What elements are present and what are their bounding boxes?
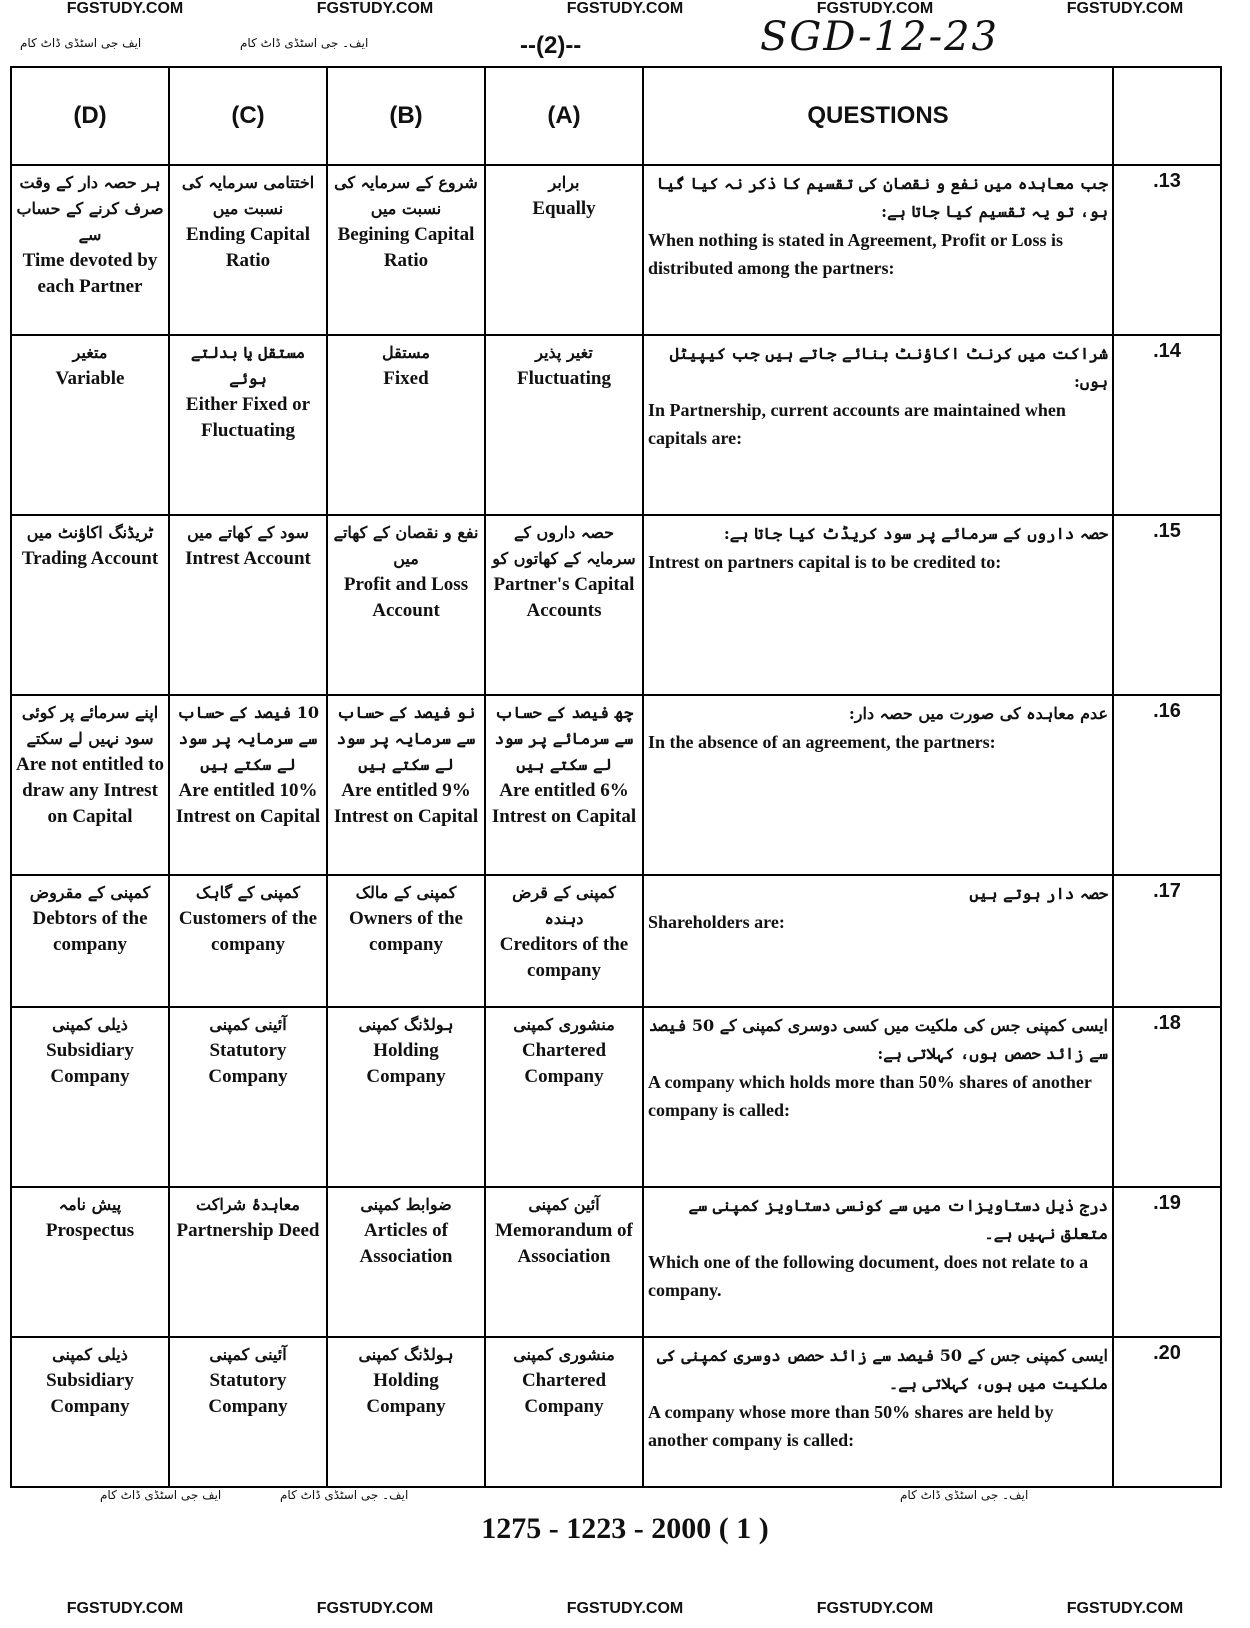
option-b (327, 165, 485, 335)
watermark-text: FGSTUDY.COM (816, 0, 934, 17)
option-english: Customers of the company (178, 908, 318, 955)
option-urdu: ٹریڈنگ اکاؤنٹ میں (26, 523, 154, 542)
option-urdu: مستقل (382, 343, 430, 362)
question-urdu: جب معاہدہ میں نفع و نقصان کی تقسیم کا ذکر نہ کیا گیا ہو، تو یہ تقسیم کیا جاتا ہے: (656, 174, 1108, 221)
option-english: Ending Capital Ratio (185, 224, 311, 271)
option-urdu: کمپنی کے گاہک (195, 883, 301, 902)
option-urdu: نفع و نقصان کے کھاتے میں (333, 523, 479, 568)
option-english: Creditors of the company (499, 934, 629, 981)
option-urdu: ہولڈنگ کمپنی (358, 1345, 454, 1364)
option-a (485, 1007, 643, 1187)
watermark-text: FGSTUDY.COM (66, 1600, 184, 1617)
question-text (643, 335, 1113, 515)
option-urdu: تغیر پذیر (535, 343, 593, 362)
option-english: Begining Capital Ratio (337, 224, 475, 271)
option-c (169, 515, 327, 695)
option-urdu: حصہ داروں کے سرمایہ کے کھاتوں کو (492, 523, 636, 568)
question-row-19 (11, 1187, 1221, 1337)
option-a (485, 335, 643, 515)
option-english: Subsidiary Company (46, 1040, 134, 1087)
option-a (485, 1187, 643, 1337)
watermark-text: FGSTUDY.COM (316, 0, 434, 17)
option-a (485, 1337, 643, 1487)
option-english: Debtors of the company (32, 908, 148, 955)
question-english: Which one of the following document, does not relate to a company. (648, 1252, 1089, 1300)
option-c (169, 1187, 327, 1337)
option-english: Chartered Company (521, 1370, 607, 1417)
option-urdu: مستقل یا بدلتے ہوئے (190, 343, 306, 388)
option-urdu: منشوری کمپنی (513, 1015, 615, 1034)
option-english: Variable (55, 368, 125, 389)
question-urdu: حصہ دار ہوتے ہیں (969, 884, 1108, 903)
option-urdu: کمپنی کے قرض دہندہ (512, 883, 616, 928)
option-b (327, 1337, 485, 1487)
option-b (327, 1187, 485, 1337)
option-c (169, 335, 327, 515)
option-english: Are not entitled to draw any Intrest on Capital (16, 754, 164, 827)
question-row-16 (11, 695, 1221, 875)
question-number: .20 (1113, 1337, 1221, 1487)
question-number: .14 (1113, 335, 1221, 515)
option-urdu: پیش نامہ (58, 1195, 122, 1214)
header-urdu-left: ایف جی اسٹڈی ڈاٹ کام (20, 36, 142, 50)
question-urdu: ایسی کمپنی جس کے 50 فیصد سے زائد حصص دوسری کمپنی کی ملکیت میں ہوں، کہلاتی ہے۔ (657, 1346, 1108, 1393)
option-urdu: آئین کمپنی (528, 1195, 600, 1214)
question-number: .15 (1113, 515, 1221, 695)
column-c-header: (C) (169, 67, 327, 165)
table-header-row (11, 67, 1221, 165)
option-urdu: ذیلی کمپنی (52, 1015, 128, 1034)
column-number-header (1113, 67, 1221, 165)
questions-table (10, 66, 1222, 1488)
option-english: Prospectus (45, 1220, 135, 1241)
question-number: .18 (1113, 1007, 1221, 1187)
option-d (11, 335, 169, 515)
watermark-text: FGSTUDY.COM (816, 1600, 934, 1617)
question-row-15 (11, 515, 1221, 695)
question-text (643, 1187, 1113, 1337)
question-english: When nothing is stated in Agreement, Profit or Loss is distributed among the partners: (648, 230, 1064, 278)
option-english: Chartered Company (521, 1040, 607, 1087)
question-row-17 (11, 875, 1221, 1007)
footer-urdu-right: ایف۔ جی اسٹڈی ڈاٹ کام (900, 1488, 1029, 1502)
footer-urdu-mid: ایف۔ جی اسٹڈی ڈاٹ کام (280, 1488, 409, 1502)
option-english: Partner's Capital Accounts (493, 574, 635, 621)
option-c (169, 695, 327, 875)
option-urdu: آئینی کمپنی (209, 1345, 287, 1364)
option-urdu: متغیر (72, 343, 108, 362)
option-urdu: کمپنی کے مالک (355, 883, 457, 902)
question-row-18 (11, 1007, 1221, 1187)
questions-body (11, 165, 1221, 1487)
option-english: Trading Account (21, 548, 159, 569)
question-number: .17 (1113, 875, 1221, 1007)
option-urdu: نو فیصد کے حساب سے سرمایہ پر سود لے سکتے ہیں (336, 703, 476, 774)
question-urdu: ایسی کمپنی جس کی ملکیت میں کسی دوسری کمپنی کے 50 فیصد سے زائد حصص ہوں، کہلاتی ہے: (648, 1016, 1108, 1063)
option-english: Either Fixed or Fluctuating (185, 394, 311, 441)
question-number: .19 (1113, 1187, 1221, 1337)
option-b (327, 875, 485, 1007)
option-c (169, 1337, 327, 1487)
option-english: Statutory Company (208, 1040, 288, 1087)
question-text (643, 875, 1113, 1007)
option-english: Holding Company (366, 1040, 446, 1087)
watermark-text: FGSTUDY.COM (316, 1600, 434, 1617)
option-d (11, 1007, 169, 1187)
question-text (643, 1337, 1113, 1487)
option-a (485, 165, 643, 335)
footer-paper-code: 1275 - 1223 - 2000 ( 1 ) (481, 1512, 769, 1545)
question-row-20 (11, 1337, 1221, 1487)
column-d-header: (D) (11, 67, 169, 165)
option-d (11, 875, 169, 1007)
option-english: Fixed (383, 368, 429, 389)
option-urdu: معاہدۂ شراکت (196, 1195, 300, 1214)
option-d (11, 515, 169, 695)
option-english: Are entitled 6% Intrest on Capital (491, 780, 637, 827)
option-b (327, 1007, 485, 1187)
paper-number: --(2)-- (520, 32, 582, 59)
option-c (169, 1007, 327, 1187)
question-english: In the absence of an agreement, the partners: (648, 732, 996, 752)
watermark-row-bottom (0, 1600, 1250, 1618)
option-b (327, 515, 485, 695)
option-english: Fluctuating (517, 368, 611, 389)
question-urdu: درج ذیل دستاویزات میں سے کونسی دستاویز کمپنی سے متعلق نہیں ہے۔ (688, 1196, 1108, 1243)
option-english: Memorandum of Association (495, 1220, 633, 1267)
option-d (11, 1187, 169, 1337)
question-text (643, 1007, 1113, 1187)
question-row-13 (11, 165, 1221, 335)
option-d (11, 165, 169, 335)
question-urdu: عدم معاہدہ کی صورت میں حصہ دار: (848, 704, 1108, 723)
option-english: Time devoted by each Partner (22, 250, 158, 297)
option-urdu: ہولڈنگ کمپنی (358, 1015, 454, 1034)
option-english: Partnership Deed (176, 1220, 320, 1241)
option-b (327, 335, 485, 515)
question-text (643, 695, 1113, 875)
option-a (485, 515, 643, 695)
watermark-text: FGSTUDY.COM (566, 1600, 684, 1617)
option-urdu: منشوری کمپنی (513, 1345, 615, 1364)
column-questions-header: QUESTIONS (643, 67, 1113, 165)
option-urdu: ذیلی کمپنی (52, 1345, 128, 1364)
question-english: In Partnership, current accounts are maintained when capitals are: (648, 400, 1066, 448)
column-b-header: (B) (327, 67, 485, 165)
option-english: Profit and Loss Account (343, 574, 469, 621)
option-english: Are entitled 9% Intrest on Capital (333, 780, 479, 827)
option-urdu: کمپنی کے مقروض (29, 883, 151, 902)
option-urdu: برابر (548, 173, 580, 192)
question-number: .13 (1113, 165, 1221, 335)
column-a-header: (A) (485, 67, 643, 165)
option-english: Intrest Account (185, 548, 311, 569)
question-number: .16 (1113, 695, 1221, 875)
question-text (643, 515, 1113, 695)
option-d (11, 1337, 169, 1487)
option-urdu: اپنے سرمائے پر کوئی سود نہیں لے سکتے (21, 703, 159, 748)
option-english: Subsidiary Company (46, 1370, 134, 1417)
option-c (169, 875, 327, 1007)
option-d (11, 695, 169, 875)
option-english: Owners of the company (349, 908, 463, 955)
question-english: Shareholders are: (648, 912, 785, 932)
question-row-14 (11, 335, 1221, 515)
question-english: A company which holds more than 50% shares of another company is called: (648, 1072, 1092, 1120)
option-urdu: چھ فیصد کے حساب سے سرمائے پر سود لے سکتے ہیں (494, 703, 634, 774)
option-urdu: آئینی کمپنی (209, 1015, 287, 1034)
watermark-text: FGSTUDY.COM (66, 0, 184, 17)
option-urdu: اختتامی سرمایہ کی نسبت میں (181, 173, 315, 218)
option-urdu: ضوابط کمپنی (360, 1195, 452, 1214)
question-urdu: حصہ داروں کے سرمائے پر سود کریڈٹ کیا جاتا ہے: (723, 524, 1108, 543)
option-urdu: 10 فیصد کے حساب سے سرمایہ پر سود لے سکتے ہیں (176, 703, 320, 774)
header-urdu-mid: ایف۔ جی اسٹڈی ڈاٹ کام (240, 36, 369, 50)
question-text (643, 165, 1113, 335)
option-english: Articles of Association (359, 1220, 453, 1267)
footer-urdu-left: ایف جی اسٹڈی ڈاٹ کام (100, 1488, 222, 1502)
option-english: Are entitled 10% Intrest on Capital (175, 780, 321, 827)
option-english: Equally (532, 198, 596, 219)
option-c (169, 165, 327, 335)
watermark-text: FGSTUDY.COM (1066, 0, 1184, 17)
page-header (0, 22, 1250, 72)
option-a (485, 875, 643, 1007)
option-urdu: ہر حصہ دار کے وقت صرف کرنے کے حساب سے (16, 173, 164, 244)
watermark-text: FGSTUDY.COM (1066, 1600, 1184, 1617)
option-english: Holding Company (366, 1370, 446, 1417)
watermark-row-top (0, 0, 1250, 18)
option-a (485, 695, 643, 875)
question-english: Intrest on partners capital is to be credited to: (648, 552, 1002, 572)
option-urdu: سود کے کھاتے میں (187, 523, 309, 542)
watermark-text: FGSTUDY.COM (566, 0, 684, 17)
option-urdu: شروع کے سرمایہ کی نسبت میں (334, 173, 478, 218)
page-footer (0, 1488, 1250, 1588)
question-urdu: شراکت میں کرنٹ اکاؤنٹ بنائے جاتے ہیں جب کیپیٹل ہوں: (669, 344, 1108, 391)
handwritten-code: SGD-12-23 (760, 14, 999, 60)
option-english: Statutory Company (208, 1370, 288, 1417)
option-b (327, 695, 485, 875)
question-english: A company whose more than 50% shares are held by another company is called: (648, 1402, 1054, 1450)
